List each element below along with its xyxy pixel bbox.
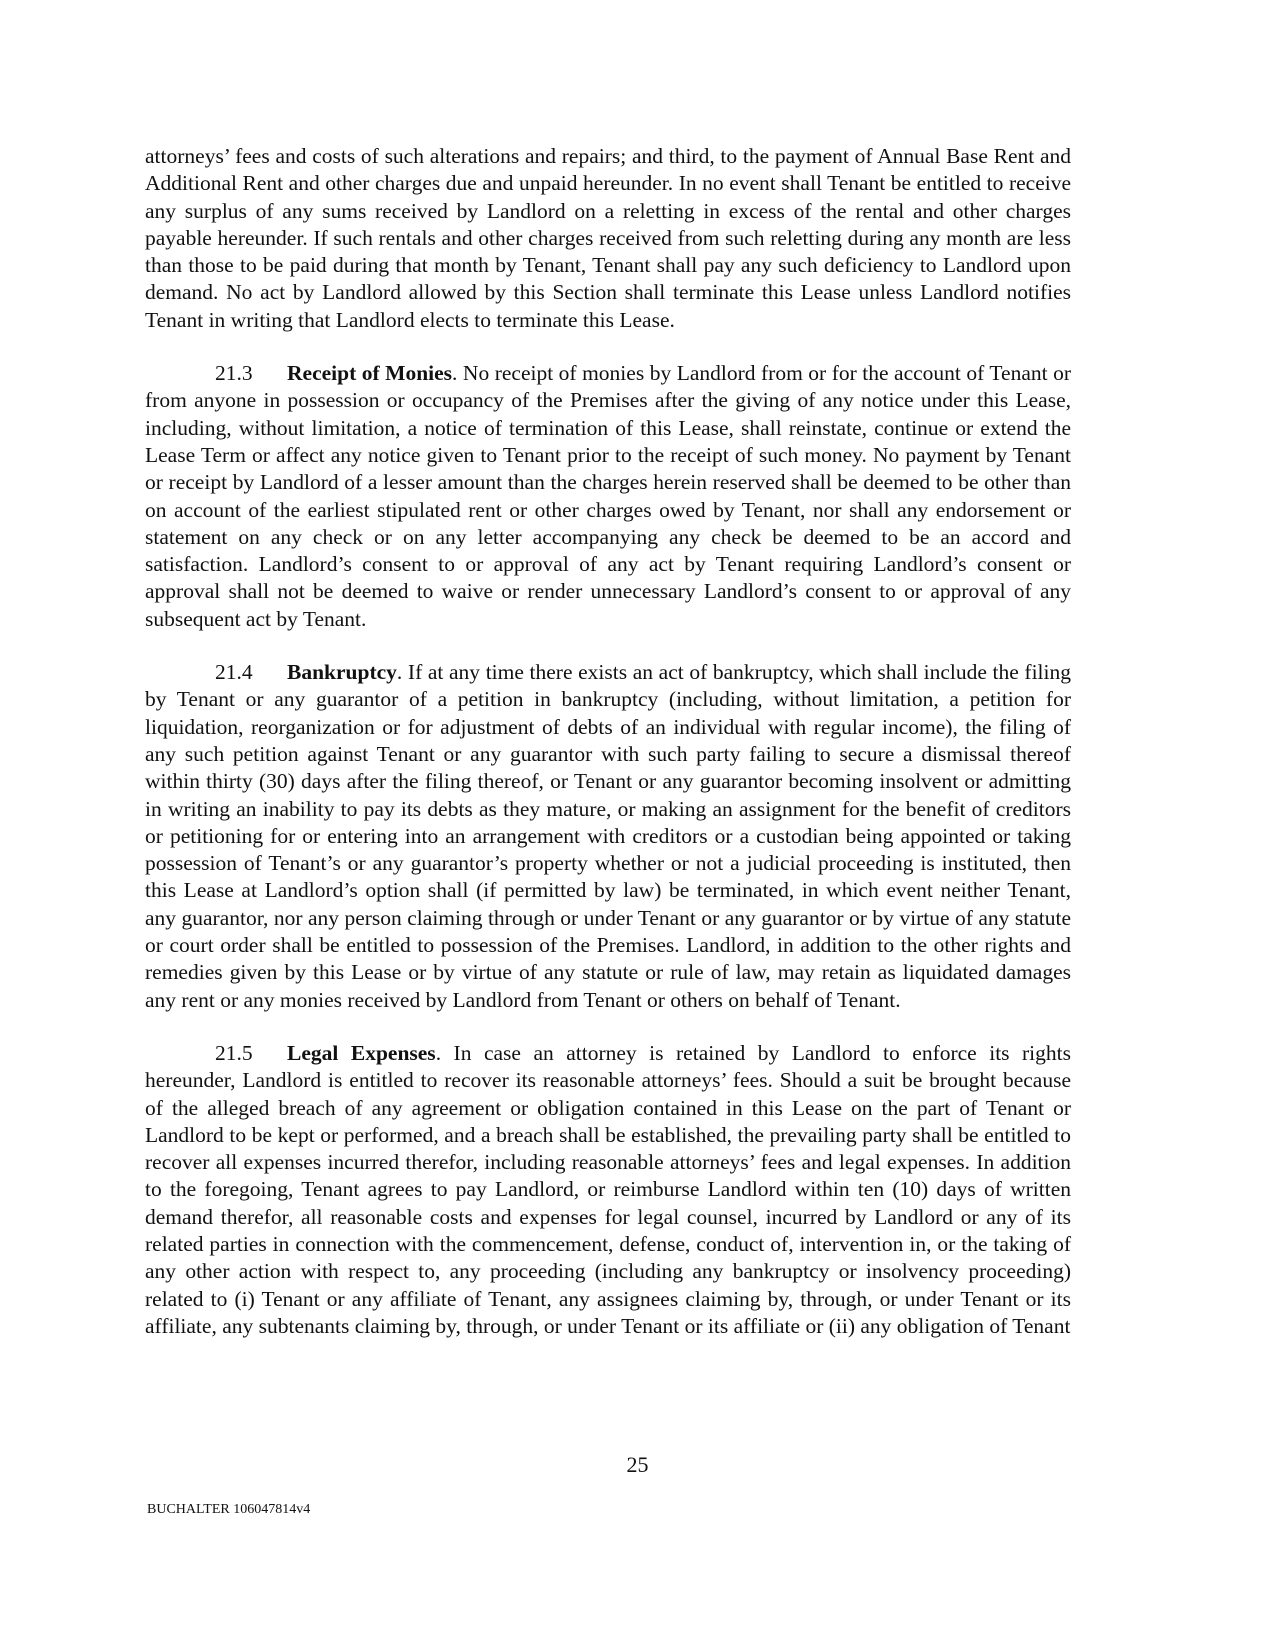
section-number: 21.5 (215, 1040, 253, 1065)
section-title: Receipt of Monies (287, 361, 453, 386)
section-21-3 (145, 360, 1071, 633)
section-title: Legal Expenses (287, 1040, 436, 1065)
section-number: 21.3 (215, 361, 253, 386)
section-text: . If at any time there exists an act of bankruptcy, which shall include the filing by Tenant or any guarantor of a petition in bankruptcy (including, without limitation, a petition for liquidation, reorganization or for adjustment of debts of an individual with regular income), the filing of any such petition against Tenant or any guarantor with such party failing to secure a dismissal thereof within thirty (30) days after the filing thereof, or Tenant or any guarantor becoming insolvent or admitting in writing an inability to pay its debts as they mature, or making an assignment for the benefit of creditors or petitioning for or entering into an arrangement with creditors or a custodian being appointed or taking possession of Tenant’s or any guarantor’s property whether or not a judicial proceeding is instituted, then this Lease at Landlord’s option shall (if permitted by law) be terminated, in which event neither Tenant, any guarantor, nor any person claiming through or under Tenant or any guarantor or by virtue of any statute or court order shall be entitled to possession of the Premises. Landlord, in addition to the other rights and remedies given by this Lease or by virtue of any statute or rule of law, may retain as liquidated damages any rent or any monies received by Landlord from Tenant or others on behalf of Tenant. (145, 660, 1071, 1012)
section-21-4 (145, 659, 1071, 1014)
section-number: 21.4 (215, 660, 253, 685)
section-text: . No receipt of monies by Landlord from or for the account of Tenant or from anyone in possession or occupancy of the Premises after the giving of any notice under this Lease, including, without limitation, a notice of termination of this Lease, shall reinstate, continue or extend the Lease Term or affect any notice given to Tenant prior to the receipt of such money. No payment by Tenant or receipt by Landlord of a lesser amount than the charges herein reserved shall be deemed to be other than on account of the earliest stipulated rent or other charges owed by Tenant, nor shall any endorsement or statement on any check or on any letter accompanying any check be deemed to be an accord and satisfaction. Landlord’s consent to or approval of any act by Tenant requiring Landlord’s consent or approval shall not be deemed to waive or render unnecessary Landlord’s consent to or approval of any subsequent act by Tenant. (145, 361, 1071, 631)
page-number: 25 (626, 1452, 649, 1477)
document-body (145, 143, 1071, 1366)
continuation-paragraph: attorneys’ fees and costs of such alterations and repairs; and third, to the payment of Annual Base Rent and Additional Rent and other charges due and unpaid hereunder. In no event shall Tenant be entitled to receive any surplus of any sums received by Landlord on a reletting in excess of the rental and other charges payable hereunder. If such rentals and other charges received from such reletting during any month are less than those to be paid during that month by Tenant, Tenant shall pay any such deficiency to Landlord upon demand. No act by Landlord allowed by this Section shall terminate this Lease unless Landlord notifies Tenant in writing that Landlord elects to terminate this Lease. (145, 144, 1071, 332)
document-id: BUCHALTER 106047814v4 (147, 1502, 311, 1517)
section-21-5 (145, 1040, 1071, 1340)
section-text: . In case an attorney is retained by Landlord to enforce its rights hereunder, Landlord is entitled to recover its reasonable attorneys’ fees. Should a suit be brought because of the alleged breach of any agreement or obligation contained in this Lease on the part of Tenant or Landlord to be kept or performed, and a breach shall be established, the prevailing party shall be entitled to recover all expenses incurred therefor, including reasonable attorneys’ fees and legal expenses. In addition to the foregoing, Tenant agrees to pay Landlord, or reimburse Landlord within ten (10) days of written demand therefor, all reasonable costs and expenses for legal counsel, incurred by Landlord or any of its related parties in connection with the commencement, defense, conduct of, intervention in, or the taking of any other action with respect to, any proceeding (including any bankruptcy or insolvency proceeding) related to (i) Tenant or any affiliate of Tenant, any assignees claiming by, through, or under Tenant or its affiliate, any subtenants claiming by, through, or under Tenant or its affiliate or (ii) any obligation of Tenant (145, 1040, 1072, 1338)
section-title: Bankruptcy (287, 660, 397, 685)
